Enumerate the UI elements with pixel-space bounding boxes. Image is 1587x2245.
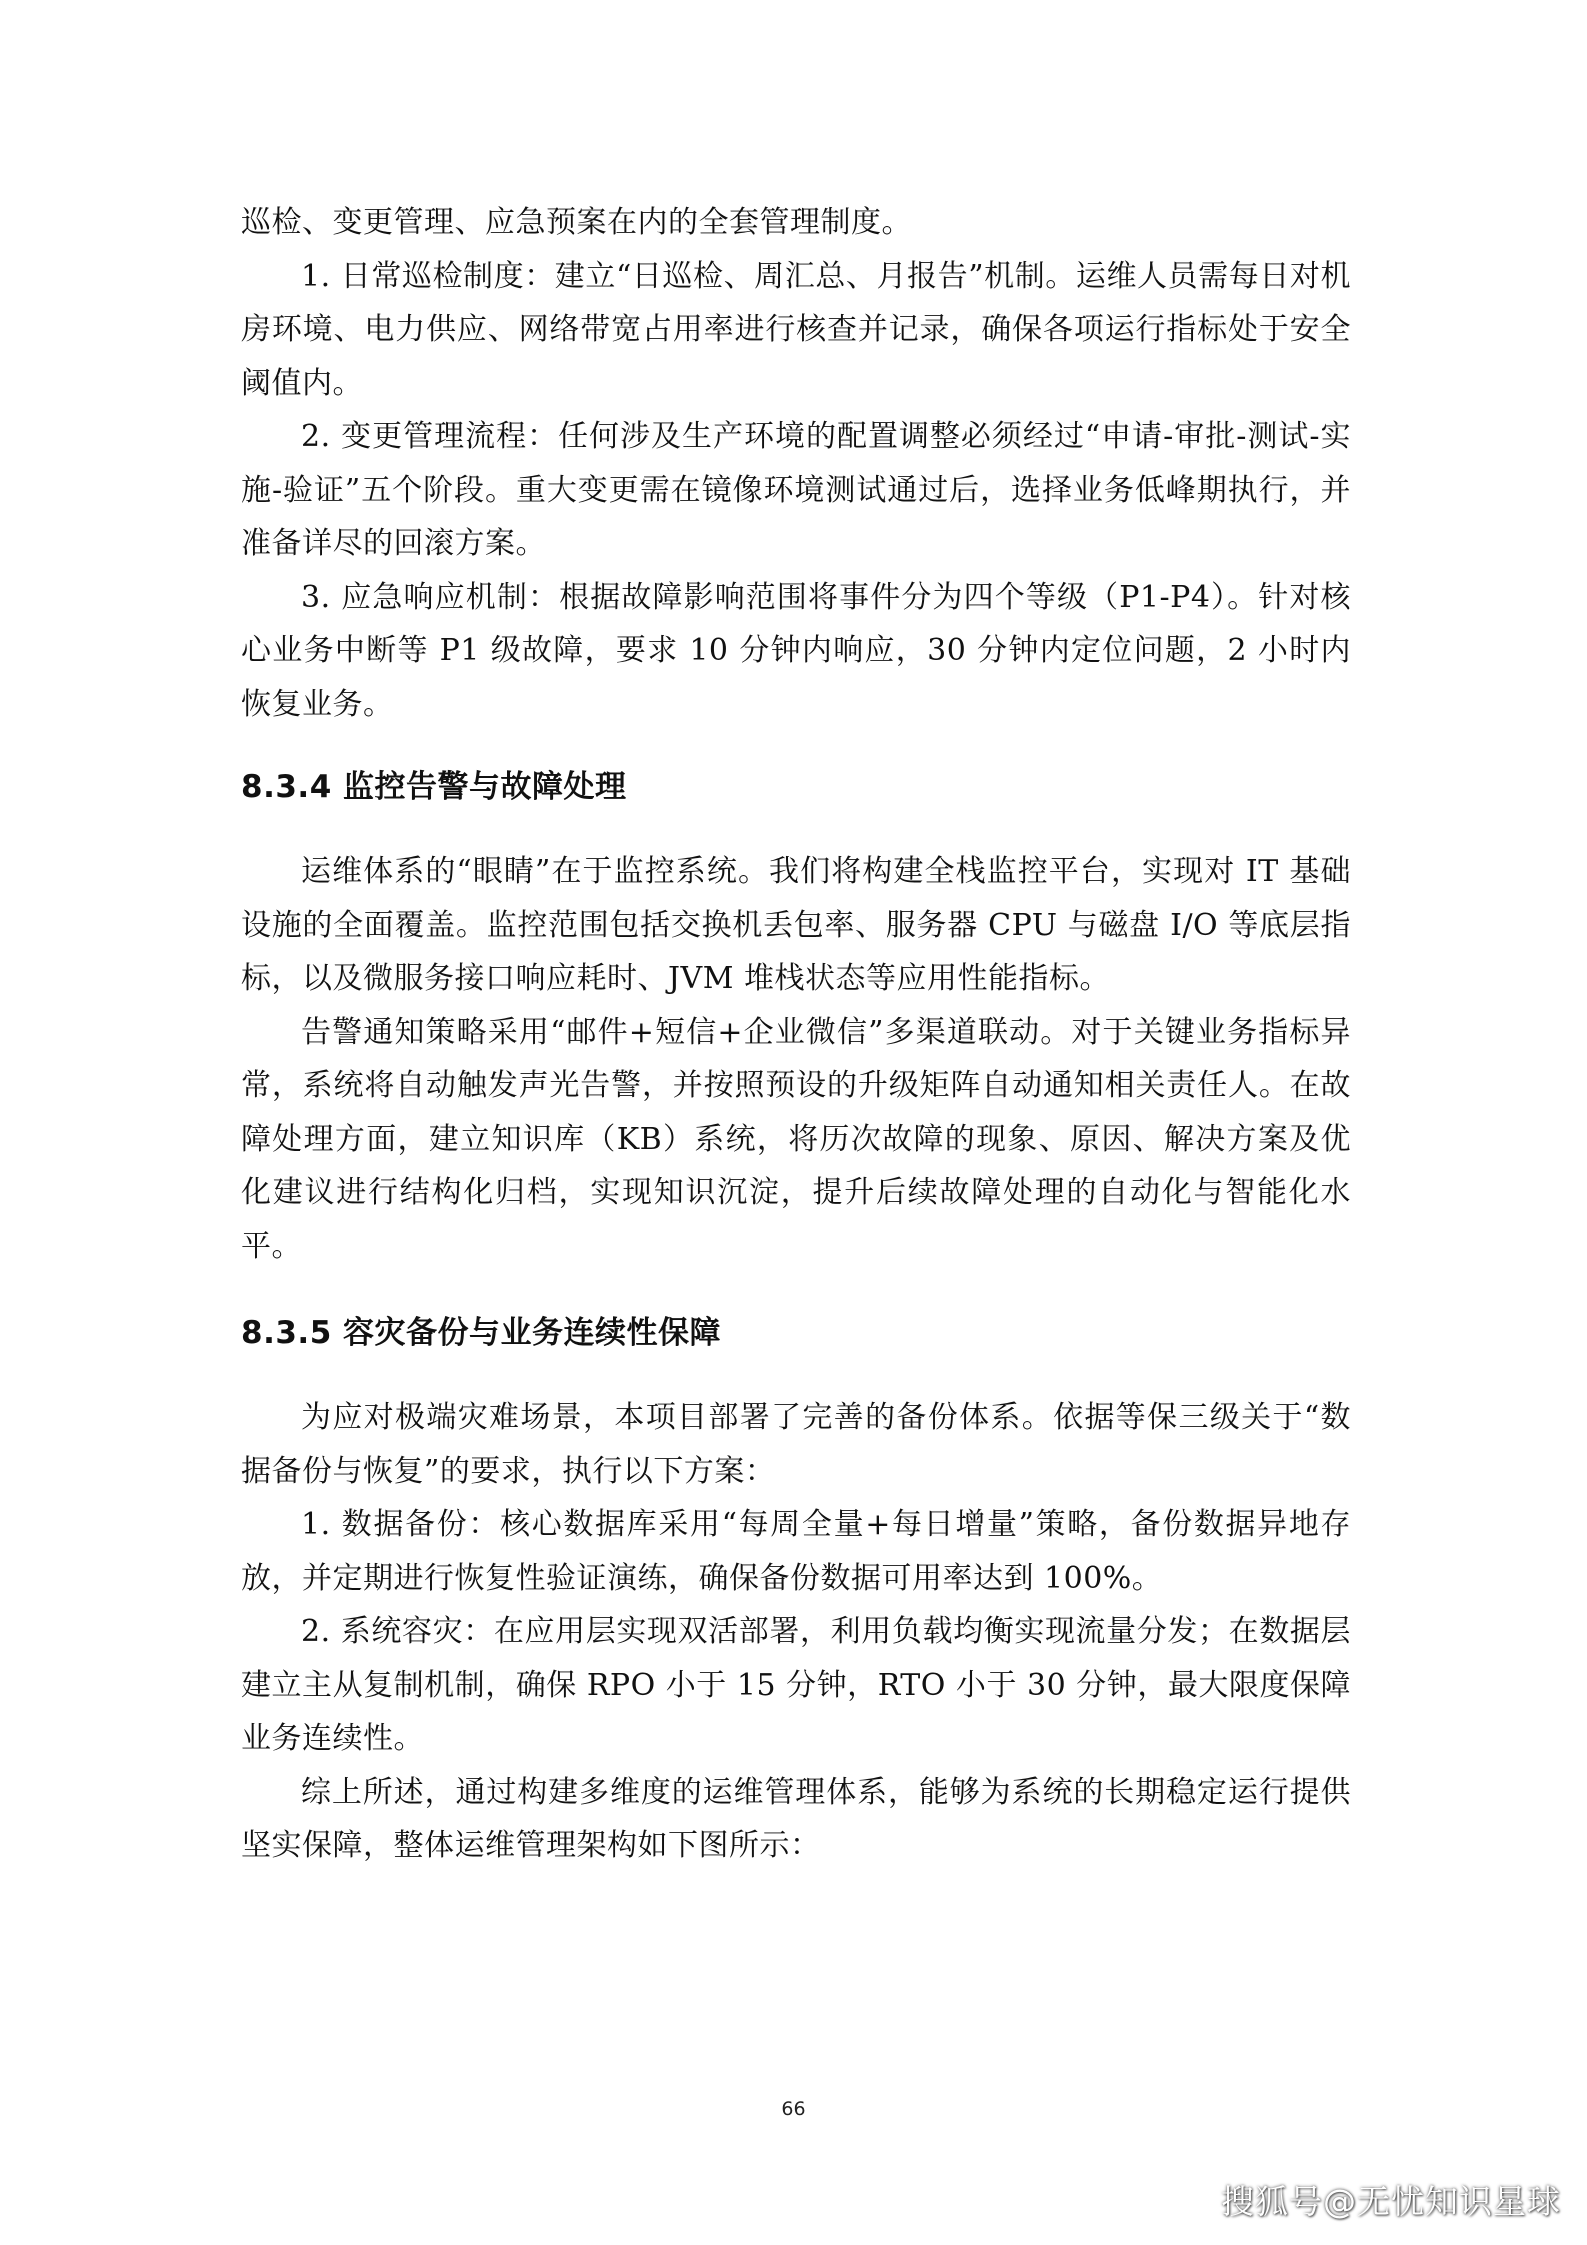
paragraph-alerting: 告警通知策略采用“邮件+短信+企业微信”多渠道联动。对于关键业务指标异常，系统将自动触发声光告警，并按照预设的升级矩阵自动通知相关责任人。在故障处理方面，建立知识库（KB）系统，将历次故障的现象、原因、解决方案及优化建议进行结构化归档，实现知识沉淀，提升后续故障处理的自动化与智能化水平。 bbox=[241, 1014, 1351, 1264]
paragraph-monitoring: 运维体系的“眼睛”在于监控系统。我们将构建全栈监控平台，实现对 IT 基础设施的全面覆盖。监控范围包括交换机丢包率、服务器 CPU 与磁盘 I/O 等底层指标，以及微服务接口响应耗时、JVM 堆栈状态等应用性能指标。 bbox=[241, 854, 1351, 996]
document-body bbox=[241, 196, 1351, 1873]
list-item-emergency-response: 3. 应急响应机制：根据故障影响范围将事件分为四个等级（P1-P4）。针对核心业务中断等 P1 级故障，要求 10 分钟内响应，30 分钟内定位问题，2 小时内恢复业务。 bbox=[241, 579, 1351, 722]
paragraph-conclusion: 综上所述，通过构建多维度的运维管理体系，能够为系统的长期稳定运行提供坚实保障，整体运维管理架构如下图所示： bbox=[241, 1774, 1351, 1863]
list-item-change-management: 2. 变更管理流程：任何涉及生产环境的配置调整必须经过“申请-审批-测试-实施-验证”五个阶段。重大变更需在镜像环境测试通过后，选择业务低峰期执行，并准备详尽的回滚方案。 bbox=[241, 419, 1351, 561]
watermark: 搜狐号@无忧知识星球 bbox=[1221, 2182, 1561, 2221]
list-item-daily-inspection: 1. 日常巡检制度：建立“日巡检、周汇总、月报告”机制。运维人员需每日对机房环境、电力供应、网络带宽占用率进行核查并记录，确保各项运行指标处于安全阈值内。 bbox=[241, 258, 1351, 401]
page-number: 66 bbox=[781, 2098, 806, 2120]
paragraph-backup-intro: 为应对极端灾难场景，本项目部署了完善的备份体系。依据等保三级关于“数据备份与恢复”的要求，执行以下方案： bbox=[241, 1400, 1351, 1489]
section-heading-8-3-5: 8.3.5 容灾备份与业务连续性保障 bbox=[241, 1315, 722, 1351]
list-item-system-dr: 2. 系统容灾：在应用层实现双活部署，利用负载均衡实现流量分发；在数据层建立主从复制机制，确保 RPO 小于 15 分钟，RTO 小于 30 分钟，最大限度保障业务连续性。 bbox=[241, 1614, 1351, 1756]
intro-line: 巡检、变更管理、应急预案在内的全套管理制度。 bbox=[241, 205, 912, 240]
section-heading-8-3-4: 8.3.4 监控告警与故障处理 bbox=[241, 769, 627, 805]
list-item-data-backup: 1. 数据备份：核心数据库采用“每周全量+每日增量”策略，备份数据异地存放，并定期进行恢复性验证演练，确保备份数据可用率达到 100%。 bbox=[241, 1507, 1351, 1596]
